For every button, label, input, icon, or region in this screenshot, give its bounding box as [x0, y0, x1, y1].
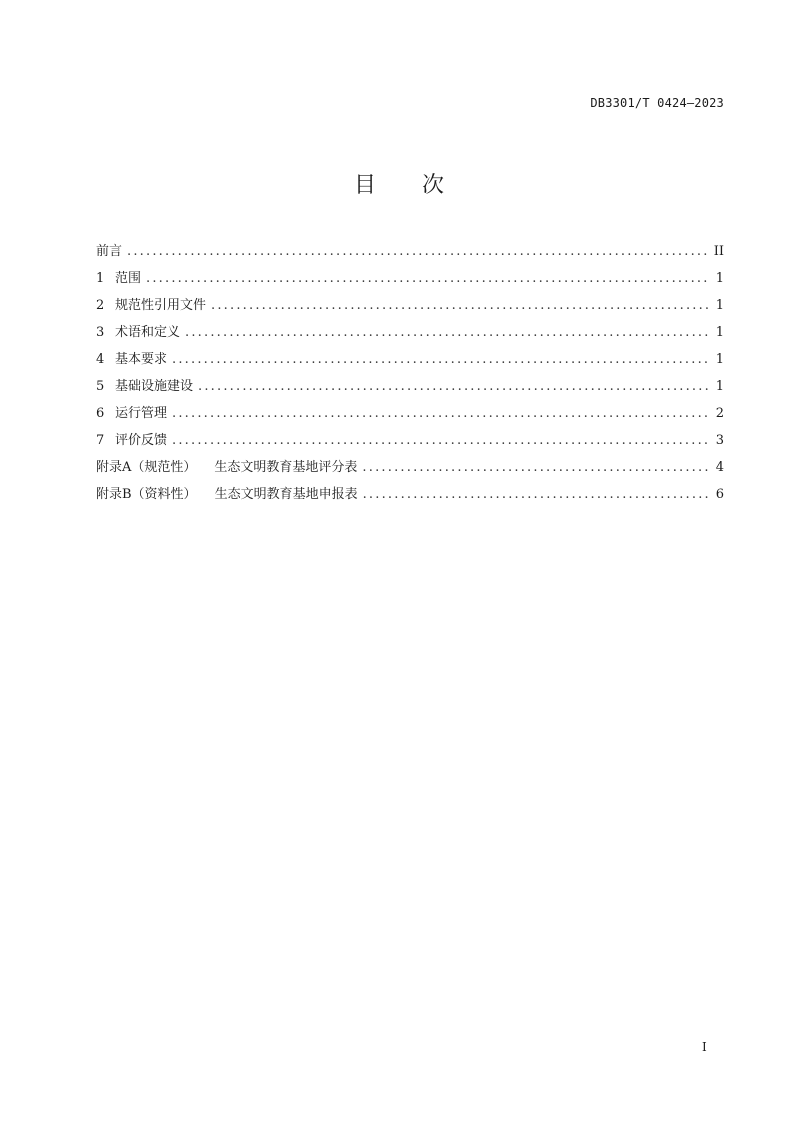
toc-entry-label: 术语和定义 [115, 325, 181, 340]
toc-entry-terms-definitions[interactable] [96, 321, 724, 348]
toc-entry-normative-references[interactable] [96, 294, 724, 321]
toc-entry-number: 4 [96, 352, 105, 367]
toc-entry-operation-management[interactable] [96, 402, 724, 429]
toc-entry-page: II [713, 244, 724, 259]
toc-appendix-title: 生态文明教育基地评分表 [214, 460, 358, 475]
toc-entry-number: 1 [96, 271, 105, 286]
toc-entry-label: 规范性引用文件 [115, 298, 207, 313]
toc-entry-label: 运行管理 [115, 406, 168, 421]
toc-entry-number: 5 [96, 379, 105, 394]
toc-leader-dots [172, 406, 709, 421]
toc-entry-number: 3 [96, 325, 105, 340]
toc-leader-dots [146, 271, 709, 286]
table-of-contents [96, 240, 724, 510]
toc-entry-page: 1 [715, 352, 724, 367]
toc-entry-number: 2 [96, 298, 105, 313]
toc-entry-label: 前言 [96, 244, 123, 259]
toc-entry-label: 基本要求 [115, 352, 168, 367]
toc-entry-label [96, 456, 357, 475]
toc-entry-foreword[interactable] [96, 240, 724, 267]
page-title [0, 168, 800, 199]
page-number: I [702, 1040, 707, 1054]
toc-entry-label: 基础设施建设 [115, 379, 194, 394]
toc-appendix-title: 生态文明教育基地申报表 [214, 487, 358, 502]
toc-entry-page: 3 [715, 433, 724, 448]
toc-leader-dots [363, 487, 709, 502]
toc-entry-label [96, 483, 358, 502]
page-title-char-2: 次 [422, 173, 447, 198]
toc-entry-appendix-a[interactable] [96, 456, 724, 483]
toc-entry-page: 6 [715, 487, 724, 502]
toc-leader-dots [127, 244, 709, 259]
toc-leader-dots [211, 298, 709, 313]
toc-entry-evaluation-feedback[interactable] [96, 429, 724, 456]
toc-entry-appendix-b[interactable] [96, 483, 724, 510]
toc-entry-number: 6 [96, 406, 105, 421]
page-title-char-1: 目 [353, 173, 378, 198]
toc-entry-label: 评价反馈 [115, 433, 168, 448]
document-code: DB3301/T 0424—2023 [590, 96, 724, 110]
toc-entry-label: 范围 [115, 271, 142, 286]
toc-entry-page: 1 [715, 271, 724, 286]
toc-entry-page: 4 [715, 460, 724, 475]
toc-entry-number: 7 [96, 433, 105, 448]
toc-entry-basic-requirements[interactable] [96, 348, 724, 375]
toc-leader-dots [172, 352, 709, 367]
toc-entry-scope[interactable] [96, 267, 724, 294]
toc-leader-dots [198, 379, 709, 394]
toc-entry-page: 2 [715, 406, 724, 421]
toc-entry-page: 1 [715, 379, 724, 394]
toc-entry-page: 1 [715, 325, 724, 340]
toc-appendix-label: 附录B（资料性） [96, 487, 197, 502]
toc-appendix-label: 附录A（规范性） [96, 460, 197, 475]
toc-entry-page: 1 [715, 298, 724, 313]
toc-leader-dots [172, 433, 709, 448]
toc-entry-infrastructure[interactable] [96, 375, 724, 402]
toc-leader-dots [362, 460, 709, 475]
toc-leader-dots [185, 325, 709, 340]
